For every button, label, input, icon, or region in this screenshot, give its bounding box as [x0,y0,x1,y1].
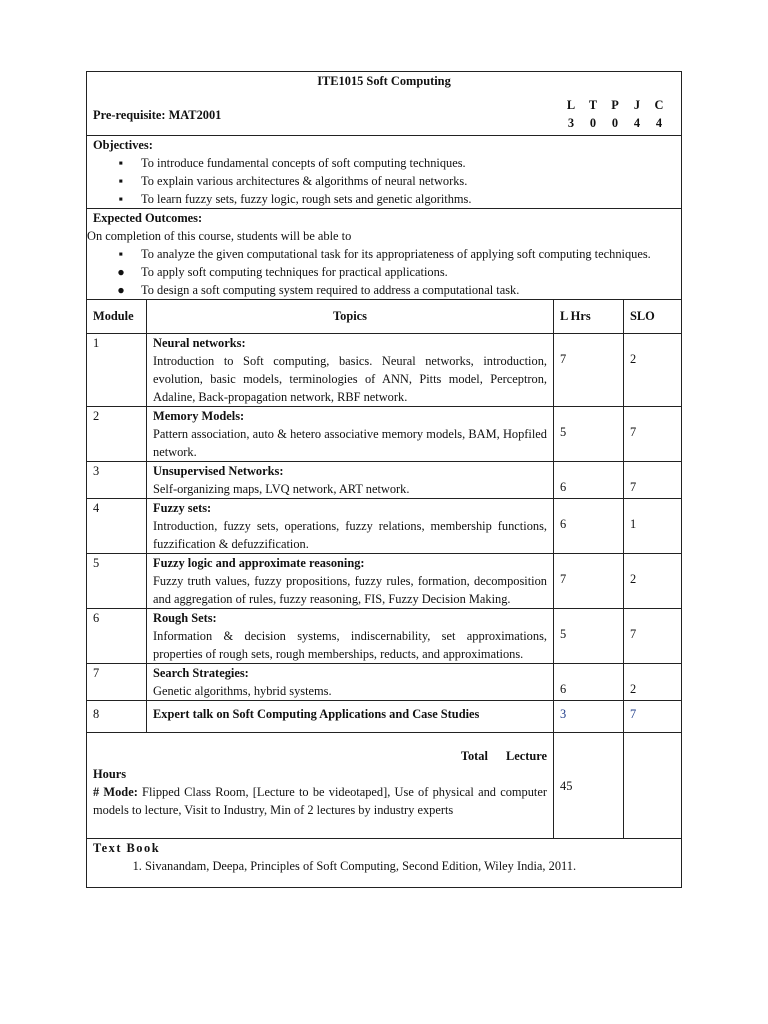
total-word: Total [460,749,488,763]
ltpjc-value: 0 [589,116,597,130]
slo-value: 7 [630,480,637,494]
outcome-text: To apply soft computing techniques for practical applications. [141,265,448,279]
module-number: 8 [87,701,147,732]
module-description: Genetic algorithms, hybrid systems. [153,684,332,698]
ltpjc-labels [561,96,669,114]
table-row [87,462,681,499]
square-bullet-icon: ▪ [118,174,124,188]
slo-value: 2 [630,352,637,366]
course-title: ITE1015 Soft Computing [317,74,451,88]
module-description: Self-organizing maps, LVQ network, ART network. [153,482,410,496]
objective-text: To learn fuzzy sets, fuzzy logic, rough sets and genetic algorithms. [141,192,472,206]
module-description: Introduction, fuzzy sets, operations, fuzzy relations, membership functions, fuzzification & defuzzification. [153,519,547,551]
outcome-text: To analyze the given computational task for its appropriateness of applying soft computing techniques. [141,247,651,261]
objectives-section [87,136,681,209]
module-title: Search Strategies: [153,666,249,680]
total-hours-row [87,733,681,839]
ltpjc-credits [561,96,669,132]
list-item [93,154,675,172]
table-row [87,499,681,554]
module-topics [147,499,554,553]
total-hours-value: 45 [554,733,624,838]
module-number: 5 [87,554,147,608]
lecture-hours: 6 [554,462,624,498]
lecture-hours: 5 [554,407,624,461]
mode-text-block [93,783,547,819]
lecture-word: Lecture [505,749,547,763]
textbook-heading: Text Book [93,841,161,855]
lecture-hours: 6 [554,499,624,553]
slo-value: 1 [630,517,637,531]
module-description: Introduction to Soft computing, basics. Neural networks, introduction, evolution, basic models, terminologies of ANN, Pitts model, Perceptron, Adaline, Back-propagation network, RBF network. [153,354,547,404]
module-title: Expert talk on Soft Computing Applications and Case Studies [153,707,480,721]
table-row [87,334,681,407]
module-number: 7 [87,664,147,700]
module-title: Unsupervised Networks: [153,464,284,478]
slo-value: 2 [630,572,637,586]
list-item [93,245,675,263]
list-item [93,281,675,299]
ltpjc-label: T [588,98,598,112]
module-title: Fuzzy sets: [153,501,212,515]
module-description: Fuzzy truth values, fuzzy propositions, fuzzy rules, formation, decomposition and aggregation of rules, fuzzy reasoning, FIS, Fuzzy Decision Making. [153,574,547,606]
lecture-hours: 7 [554,554,624,608]
lecture-hours: 7 [554,334,624,406]
module-topics [147,334,554,406]
module-topics [147,609,554,663]
module-title: Rough Sets: [153,611,217,625]
mode-label: # Mode: [93,785,138,799]
table-row [87,701,681,733]
lecture-hours: 5 [554,609,624,663]
module-topics [147,407,554,461]
module-topics [147,664,554,700]
outcomes-section [87,209,681,300]
ltpjc-value: 4 [633,116,641,130]
objectives-list [93,154,675,208]
outcomes-intro: On completion of this course, students will be able to [87,229,352,243]
ltpjc-label: C [654,98,664,112]
module-title: Fuzzy logic and approximate reasoning: [153,556,365,570]
table-row [87,609,681,664]
total-lecture-label [93,747,547,765]
module-title: Memory Models: [153,409,245,423]
slo-value: 2 [630,682,637,696]
round-bullet-icon: ● [117,265,125,279]
list-item [93,172,675,190]
list-item: 1. Sivanandam, Deepa, Principles of Soft Computing, Second Edition, Wiley India, 2011. [145,857,675,875]
ltpjc-value: 4 [655,116,663,130]
square-bullet-icon: ▪ [118,192,124,206]
ltpjc-value: 3 [567,116,575,130]
total-and-mode [87,733,554,838]
module-description: Pattern association, auto & hetero associative memory models, BAM, Hopfiled network. [153,427,547,459]
total-slo-empty [624,733,681,838]
square-bullet-icon: ▪ [118,156,124,170]
table-row [87,664,681,701]
outcomes-list [93,245,675,299]
module-topics [147,462,554,498]
module-topics [147,554,554,608]
textbook-section [87,839,681,887]
module-title: Neural networks: [153,336,246,350]
ltpjc-label: P [611,98,619,112]
column-header: L Hrs [554,300,624,333]
table-header [87,300,681,334]
column-header: SLO [630,309,655,323]
module-description: Information & decision systems, indiscernability, set approximations, properties of rough sets, rough memberships, reducts, and approximations. [153,629,547,661]
module-number: 4 [87,499,147,553]
list-item [93,190,675,208]
outcomes-heading: Expected Outcomes: [93,211,203,225]
ltpjc-value: 0 [611,116,619,130]
module-number: 2 [87,407,147,461]
lecture-hours: 6 [554,664,624,700]
module-number: 6 [87,609,147,663]
ltpjc-label: J [633,98,641,112]
table-row [87,554,681,609]
list-item [93,263,675,281]
ltpjc-values [561,114,669,132]
objectives-heading: Objectives: [93,138,153,152]
column-header: Topics [147,300,554,333]
module-number: 3 [87,462,147,498]
objective-text: To explain various architectures & algorithms of neural networks. [141,174,468,188]
ltpjc-label: L [566,98,576,112]
table-row [87,407,681,462]
lecture-hours: 3 [554,701,624,732]
slo-value: 7 [630,425,637,439]
syllabus-table [86,71,682,888]
round-bullet-icon: ● [117,283,125,297]
module-number: 1 [87,334,147,406]
slo-value: 7 [630,627,637,641]
module-topics [147,701,554,732]
hours-word: Hours [93,767,127,781]
course-header [87,72,681,136]
textbook-list [93,857,675,875]
column-header: Module [87,300,147,333]
square-bullet-icon: ▪ [118,247,124,261]
mode-text: Flipped Class Room, [Lecture to be videotaped], Use of physical and computer models to lecture, Visit to Industry, Min of 2 lectures by industry experts [93,785,547,817]
outcome-text: To design a soft computing system required to address a computational task. [141,283,520,297]
prerequisite: Pre-requisite: MAT2001 [93,108,222,122]
objective-text: To introduce fundamental concepts of soft computing techniques. [141,156,466,170]
slo-value: 7 [630,707,637,721]
